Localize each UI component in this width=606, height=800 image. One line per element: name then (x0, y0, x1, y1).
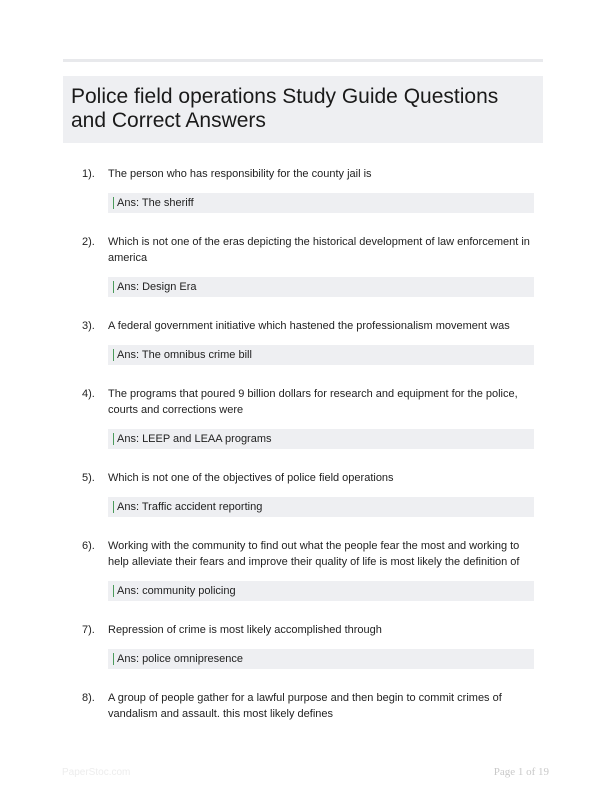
question-text: A federal government initiative which hastened the professionalism movement was (108, 320, 510, 332)
question-number: 4). (82, 388, 95, 400)
answer-text: Ans: police omnipresence (117, 653, 243, 665)
page-title: Police field operations Study Guide Questions and Correct Answers (71, 85, 499, 132)
footer-site: PaperStoc.com (62, 767, 131, 778)
question-text: Repression of crime is most likely accomplished through (108, 624, 382, 636)
answer-marker (113, 501, 114, 513)
qa-item-2 (82, 234, 538, 297)
qa-item-5 (82, 470, 538, 517)
title-banner (63, 76, 543, 143)
qa-item-6 (82, 538, 538, 601)
question-text: The programs that poured 9 billion dollars for research and equipment for the police, courts and corrections were (108, 388, 518, 416)
qa-item-3 (82, 318, 538, 365)
answer-box (108, 345, 534, 365)
question-number: 1). (82, 168, 95, 180)
answer-box (108, 277, 534, 297)
answer-text: Ans: Traffic accident reporting (117, 501, 263, 513)
question-text: A group of people gather for a lawful purpose and then begin to commit crimes of vandalism and assault. this most likely defines (108, 692, 502, 720)
answer-box (108, 581, 534, 601)
question-number: 7). (82, 624, 95, 636)
qa-item-4 (82, 386, 538, 449)
answer-marker (113, 281, 114, 293)
answer-text: Ans: community policing (117, 585, 236, 597)
answer-marker (113, 197, 114, 209)
answer-box (108, 649, 534, 669)
answer-text: Ans: Design Era (117, 281, 197, 293)
question-number: 8). (82, 692, 95, 704)
answer-box (108, 497, 534, 517)
question-text: Which is not one of the eras depicting the historical development of law enforcement in america (108, 236, 530, 264)
question-number: 2). (82, 236, 95, 248)
answer-marker (113, 433, 114, 445)
answer-text: Ans: LEEP and LEAA programs (117, 433, 272, 445)
answer-marker (113, 653, 114, 665)
answer-marker (113, 585, 114, 597)
answer-box (108, 193, 534, 213)
question-number: 3). (82, 320, 95, 332)
answer-text: Ans: The sheriff (117, 197, 194, 209)
question-text: Which is not one of the objectives of police field operations (108, 472, 394, 484)
qa-item-8 (82, 690, 538, 722)
question-number: 5). (82, 472, 95, 484)
top-divider (63, 59, 543, 62)
question-number: 6). (82, 540, 95, 552)
answer-marker (113, 349, 114, 361)
qa-item-1 (82, 166, 538, 213)
page-indicator: Page 1 of 19 (493, 766, 549, 778)
answer-text: Ans: The omnibus crime bill (117, 349, 252, 361)
answer-box (108, 429, 534, 449)
qa-item-7 (82, 622, 538, 669)
question-text: The person who has responsibility for the county jail is (108, 168, 372, 180)
question-text: Working with the community to find out what the people fear the most and working to help alleviate their fears and improve their quality of life is most likely the definition of (108, 540, 520, 568)
